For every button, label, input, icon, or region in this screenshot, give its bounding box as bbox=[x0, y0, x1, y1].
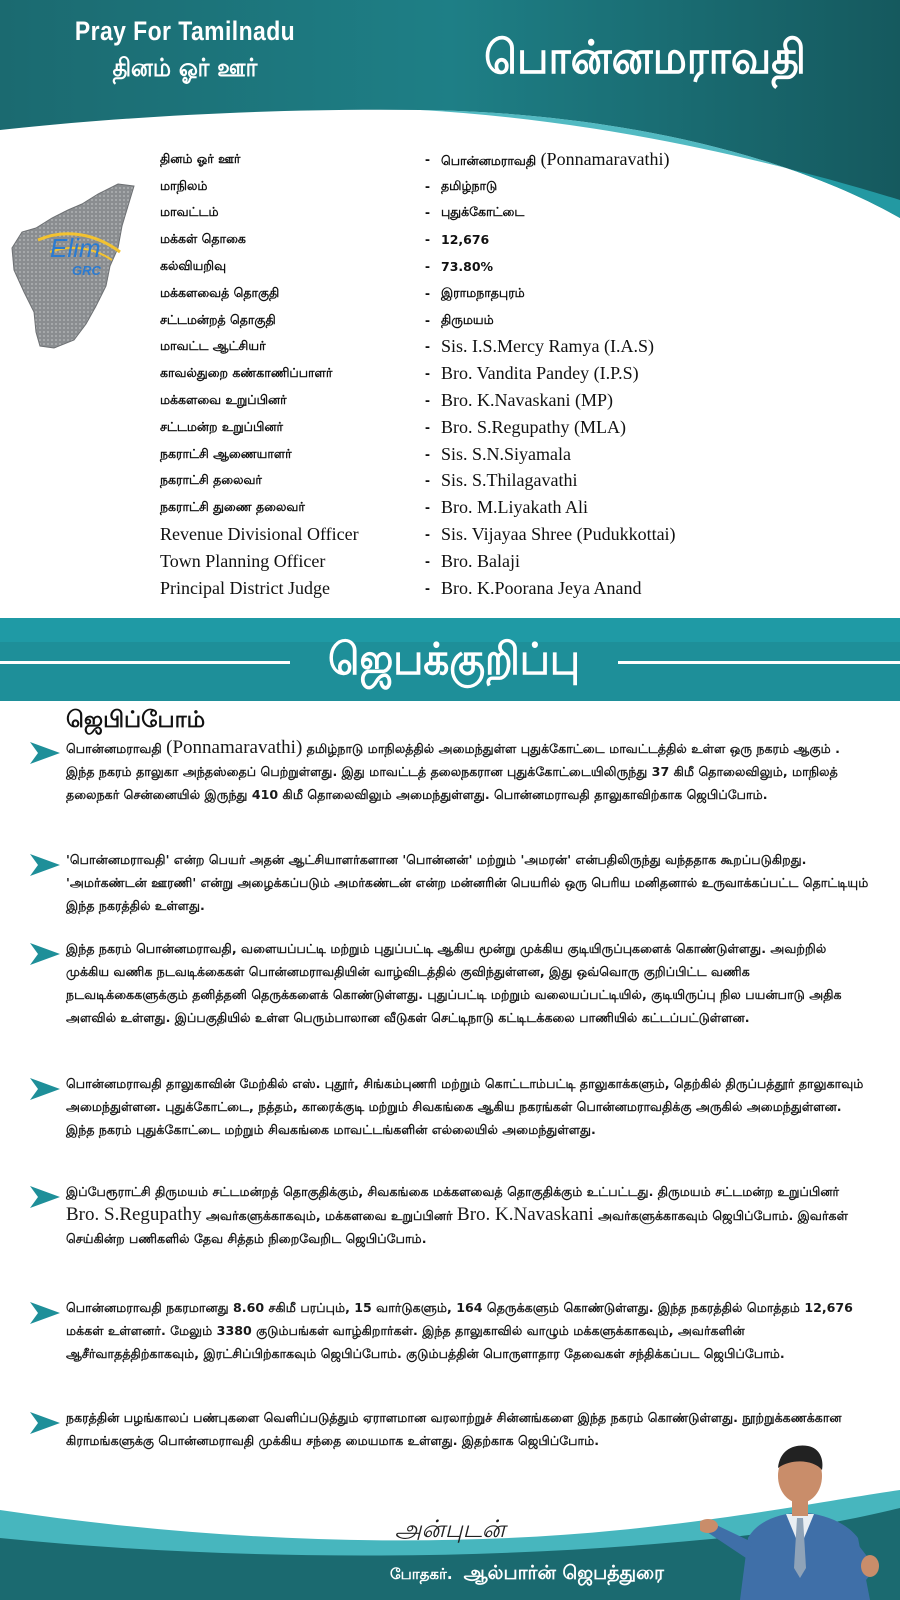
paragraph-segment: இப்பேரூராட்சி திருமயம் சட்டமன்றத் தொகுதிக்கும், சிவகங்கை மக்களவைத் தொகுதிக்கும் உட்பட்டது. திருமயம் சட்டமன்ற உறுப்பினர் bbox=[66, 1184, 840, 1199]
info-value-english: Bro. K.Navaskani (MP) bbox=[441, 390, 613, 411]
preacher-name: ஆல்பார்ன் ஜெபத்துரை bbox=[463, 1562, 664, 1584]
prayer-paragraph bbox=[30, 1072, 872, 1141]
info-label: காவல்துறை கண்காணிப்பாளர் bbox=[160, 365, 333, 381]
info-value bbox=[441, 551, 520, 572]
info-value-tamil: திருமயம் bbox=[441, 311, 494, 327]
preacher-credit bbox=[390, 1562, 664, 1587]
info-separator: - bbox=[425, 472, 430, 490]
info-row bbox=[160, 575, 880, 602]
prayer-paragraph bbox=[30, 937, 872, 1029]
info-label: நகராட்சி ஆணையாளர் bbox=[160, 445, 292, 461]
info-row bbox=[160, 173, 880, 200]
info-separator: - bbox=[425, 418, 430, 436]
info-value bbox=[441, 390, 613, 411]
info-row bbox=[160, 200, 880, 227]
info-separator: - bbox=[425, 579, 430, 597]
info-row bbox=[160, 414, 880, 441]
info-separator: - bbox=[425, 150, 430, 168]
prayer-paragraph bbox=[30, 1296, 872, 1365]
info-value-english: Sis. Vijayaa Shree (Pudukkottai) bbox=[441, 524, 676, 545]
banner-divider-left bbox=[0, 661, 290, 664]
info-label: Town Planning Officer bbox=[160, 550, 326, 571]
info-label: மக்களவைத் தொகுதி bbox=[160, 284, 280, 300]
info-value-english: Sis. S.N.Siyamala bbox=[441, 443, 572, 464]
daily-town-subtitle: தினம் ஓர் ஊர் bbox=[112, 53, 258, 82]
paragraph-english-name: (Ponnamaravathi) bbox=[166, 737, 303, 758]
paragraph-segment: நகரத்தின் பழங்காலப் பண்புகளை வெளிப்படுத்தும் ஏராளமான வரலாற்றுச் சின்னங்களை இந்த நகரம் கொண்டுள்ளது. நூற்றுக்கணக்கான கிராமங்களுக்கு பொன்னமராவதி முக்கிய சந்தை மையமாக உள்ளது. இதற்காக ஜெபிப்போம். bbox=[66, 1410, 842, 1448]
paragraph-text bbox=[66, 1180, 872, 1250]
arrow-bullet-icon bbox=[30, 1406, 66, 1452]
paragraph-text bbox=[66, 736, 872, 806]
paragraph-segment: பொன்னமராவதி நகரமானது 8.60 சகிமீ பரப்பும், 15 வார்டுகளும், 164 தெருக்களும் கொண்டுள்ளது. இந்த நகரத்தில் மொத்தம் 12,676 மக்கள் உள்ளனர். மேலும் 3380 குடும்பங்கள் வாழ்கிறார்கள். இந்த தாலுகாவில் வாழும் மக்களுக்காகவும், அவர்களின் ஆசீர்வாதத்திற்காகவும், இரட்சிப்பிற்காகவும் ஜெபிப்போம். குடும்பத்தின் பொருளாதார தேவைகள் சந்திக்கப்பட ஜெபிப்போம். bbox=[66, 1300, 853, 1361]
info-separator: - bbox=[425, 284, 430, 302]
map-logo-main: Elim bbox=[50, 233, 101, 263]
prayer-paragraph bbox=[30, 848, 872, 917]
info-value bbox=[441, 363, 639, 384]
info-separator: - bbox=[425, 526, 430, 544]
paragraph-english-name: Bro. K.Navaskani bbox=[457, 1204, 594, 1225]
info-value bbox=[441, 336, 654, 357]
info-separator: - bbox=[425, 311, 430, 329]
info-separator: - bbox=[425, 552, 430, 570]
info-row bbox=[160, 280, 880, 307]
info-label: நகராட்சி துணை தலைவர் bbox=[160, 499, 305, 515]
info-value-tamil: பொன்னமராவதி bbox=[441, 152, 537, 168]
prayer-paragraph bbox=[30, 1180, 872, 1250]
info-label: கல்வியறிவு bbox=[160, 258, 227, 274]
paragraph-segment: இந்த நகரம் பொன்னமராவதி, வளையப்பட்டி மற்றும் புதுப்பட்டி ஆகிய மூன்று முக்கிய குடியிருப்புகளைக் கொண்டுள்ளது. அவற்றில் முக்கிய வணிக நடவடிக்கைகள் பொன்னமராவதியின் வாழ்விடத்தில் குவிந்துள்ளன, இது ஒவ்வொரு குறிப்பிட்ட வணிக நடவடிக்கைகளுக்கும் தனித்தனி தெருக்களைக் கொண்டுள்ளது. புதுப்பட்டி மற்றும் வலையப்பட்டியில், குடியிருப்பு நில பயன்பாடு அதிக அளவில் உள்ளது. இப்பகுதியில் உள்ள பெரும்பாலான வீடுகள் செட்டிநாடு கட்டிடக்கலை பாணியில் கட்டப்பட்டுள்ளன. bbox=[66, 941, 842, 1025]
info-label: மக்களவை உறுப்பினர் bbox=[160, 392, 287, 408]
info-separator: - bbox=[425, 204, 430, 222]
tamilnadu-map-logo bbox=[10, 182, 140, 357]
info-value-tamil: 73.80% bbox=[441, 259, 494, 275]
info-value bbox=[441, 524, 676, 545]
info-value-english: Bro. M.Liyakath Ali bbox=[441, 497, 588, 518]
info-value bbox=[441, 470, 578, 491]
town-title: பொன்னமராவதி bbox=[484, 30, 806, 84]
info-label: Principal District Judge bbox=[160, 577, 330, 598]
arrow-bullet-icon bbox=[30, 1296, 66, 1365]
info-separator: - bbox=[425, 499, 430, 517]
info-label: Revenue Divisional Officer bbox=[160, 524, 359, 545]
info-row bbox=[160, 521, 880, 548]
info-value bbox=[441, 578, 641, 599]
info-value bbox=[441, 204, 524, 221]
paragraph-text bbox=[66, 1072, 872, 1141]
info-value bbox=[441, 312, 494, 329]
info-row bbox=[160, 360, 880, 387]
paragraph-text bbox=[66, 848, 872, 917]
info-value-english: (Ponnamaravathi) bbox=[536, 148, 670, 169]
info-label: மாவட்டம் bbox=[160, 204, 219, 220]
info-value bbox=[441, 259, 493, 274]
info-value-english: Bro. Vandita Pandey (I.P.S) bbox=[441, 363, 639, 384]
info-row bbox=[160, 146, 880, 173]
prayer-paragraph bbox=[30, 736, 872, 806]
banner-divider-right bbox=[618, 661, 900, 664]
arrow-bullet-icon bbox=[30, 848, 66, 917]
paragraph-segment: பொன்னமராவதி bbox=[66, 741, 167, 756]
info-label: மாநிலம் bbox=[160, 177, 208, 193]
lets-pray-heading: ஜெபிப்போம் bbox=[66, 707, 206, 733]
info-value bbox=[441, 285, 525, 302]
prayer-notes-title: ஜெபக்குறிப்பு bbox=[327, 634, 581, 685]
paragraph-text bbox=[66, 937, 872, 1029]
info-value-tamil: 12,676 bbox=[441, 232, 490, 248]
info-label: மாவட்ட ஆட்சியர் bbox=[160, 338, 266, 354]
info-label: நகராட்சி தலைவர் bbox=[160, 472, 262, 488]
info-row bbox=[160, 441, 880, 468]
info-value-tamil: இராமநாதபுரம் bbox=[441, 284, 525, 300]
info-value-tamil: தமிழ்நாடு bbox=[441, 177, 498, 193]
info-row bbox=[160, 307, 880, 334]
arrow-bullet-icon bbox=[30, 937, 66, 1029]
signature-with-love: அன்புடன் bbox=[394, 1515, 506, 1543]
info-value-english: Sis. I.S.Mercy Ramya (I.A.S) bbox=[441, 336, 654, 357]
info-row bbox=[160, 226, 880, 253]
info-label: தினம் ஓர் ஊர் bbox=[160, 150, 241, 166]
info-separator: - bbox=[425, 365, 430, 383]
info-separator: - bbox=[425, 392, 430, 410]
info-value-english: Bro. Balaji bbox=[441, 550, 520, 571]
info-separator: - bbox=[425, 338, 430, 356]
info-value-english: Bro. S.Regupathy (MLA) bbox=[441, 416, 626, 437]
paragraph-segment: அவர்களுக்காகவும் ஜெபிப்போம். இவர்கள் செய்கின்ற பணிகளில் தேவ சித்தம் நிறைவேறிட ஜெபிப்போம். bbox=[66, 1208, 848, 1246]
info-separator: - bbox=[425, 445, 430, 463]
info-label: சட்டமன்றத் தொகுதி bbox=[160, 311, 276, 327]
paragraph-text bbox=[66, 1296, 872, 1365]
info-row bbox=[160, 468, 880, 495]
info-value bbox=[441, 149, 670, 170]
arrow-bullet-icon bbox=[30, 1072, 66, 1141]
info-row bbox=[160, 494, 880, 521]
preacher-photo bbox=[700, 1418, 900, 1600]
info-separator: - bbox=[425, 231, 430, 249]
info-value bbox=[441, 178, 497, 195]
arrow-bullet-icon bbox=[30, 736, 66, 806]
paragraph-segment: 'பொன்னமராவதி' என்ற பெயர் அதன் ஆட்சியாளர்களான 'பொன்னன்' மற்றும் 'அமரன்' என்பதிலிருந்து வந்ததாக கூறப்படுகிறது. 'அமர்கண்டன் ஊரணி' என்று அழைக்கப்படும் அமர்கண்டன் என்ற மன்னரின் பெயரில் ஒரு பெரிய மனிதனால் உருவாக்கப்பட்ட தொட்டியும் இந்த நகரத்தில் உள்ளது. bbox=[66, 852, 869, 913]
info-value-english: Bro. K.Poorana Jeya Anand bbox=[441, 577, 642, 598]
town-info-table bbox=[160, 146, 880, 602]
info-label: சட்டமன்ற உறுப்பினர் bbox=[160, 418, 284, 434]
info-value bbox=[441, 497, 588, 518]
info-value bbox=[441, 232, 489, 247]
info-value-tamil: புதுக்கோட்டை bbox=[441, 204, 525, 220]
pray-for-tamilnadu-title: Pray For Tamilnadu bbox=[74, 16, 296, 46]
info-value bbox=[441, 417, 626, 438]
info-separator: - bbox=[425, 258, 430, 276]
info-label: மக்கள் தொகை bbox=[160, 231, 246, 247]
paragraph-segment: தமிழ்நாடு மாநிலத்தில் அமைந்துள்ள புதுக்கோட்டை மாவட்டத்தில் உள்ள ஒரு நகரம் ஆகும் . இந்த நகரம் தாலுகா அந்தஸ்தைப் பெற்றுள்ளது. இது மாவட்டத் தலைநகரான புதுக்கோட்டையிலிருந்து 37 கிமீ தொலைவிலும், மாநிலத் தலைநகர் சென்னையில் இருந்து 410 கிமீ தொலைவிலும் அமைந்துள்ளது. பொன்னமராவதி தாலுகாவிற்காக ஜெபிப்போம். bbox=[66, 741, 840, 802]
info-separator: - bbox=[425, 177, 430, 195]
paragraph-english-name: Bro. S.Regupathy bbox=[66, 1204, 202, 1225]
paragraph-segment: அவர்களுக்காகவும், மக்களவை உறுப்பினர் bbox=[201, 1208, 458, 1223]
pray-for-tamilnadu-block bbox=[40, 14, 330, 88]
info-row bbox=[160, 387, 880, 414]
arrow-bullet-icon bbox=[30, 1180, 66, 1250]
preacher-title: போதகர். bbox=[390, 1565, 453, 1583]
info-row bbox=[160, 334, 880, 361]
info-row bbox=[160, 253, 880, 280]
info-value-english: Sis. S.Thilagavathi bbox=[441, 470, 578, 491]
map-logo-sub: GRC bbox=[72, 263, 101, 278]
info-row bbox=[160, 548, 880, 575]
paragraph-segment: பொன்னமராவதி தாலுகாவின் மேற்கில் எஸ். புதூர், சிங்கம்புணரி மற்றும் கொட்டாம்பட்டி தாலுகாக்களும், தெற்கில் திருப்பத்தூர் தாலுகாவும் அமைந்துள்ளன. புதுக்கோட்டை, நத்தம், காரைக்குடி மற்றும் சிவகங்கை ஆகிய நகரங்கள் பொன்னமராவதிக்கு அருகில் அமைந்துள்ளன. இந்த நகரம் புதுக்கோட்டை மற்றும் சிவகங்கை மாவட்டங்களின் எல்லையில் அமைந்துள்ளது. bbox=[66, 1076, 864, 1137]
info-value bbox=[441, 444, 571, 465]
